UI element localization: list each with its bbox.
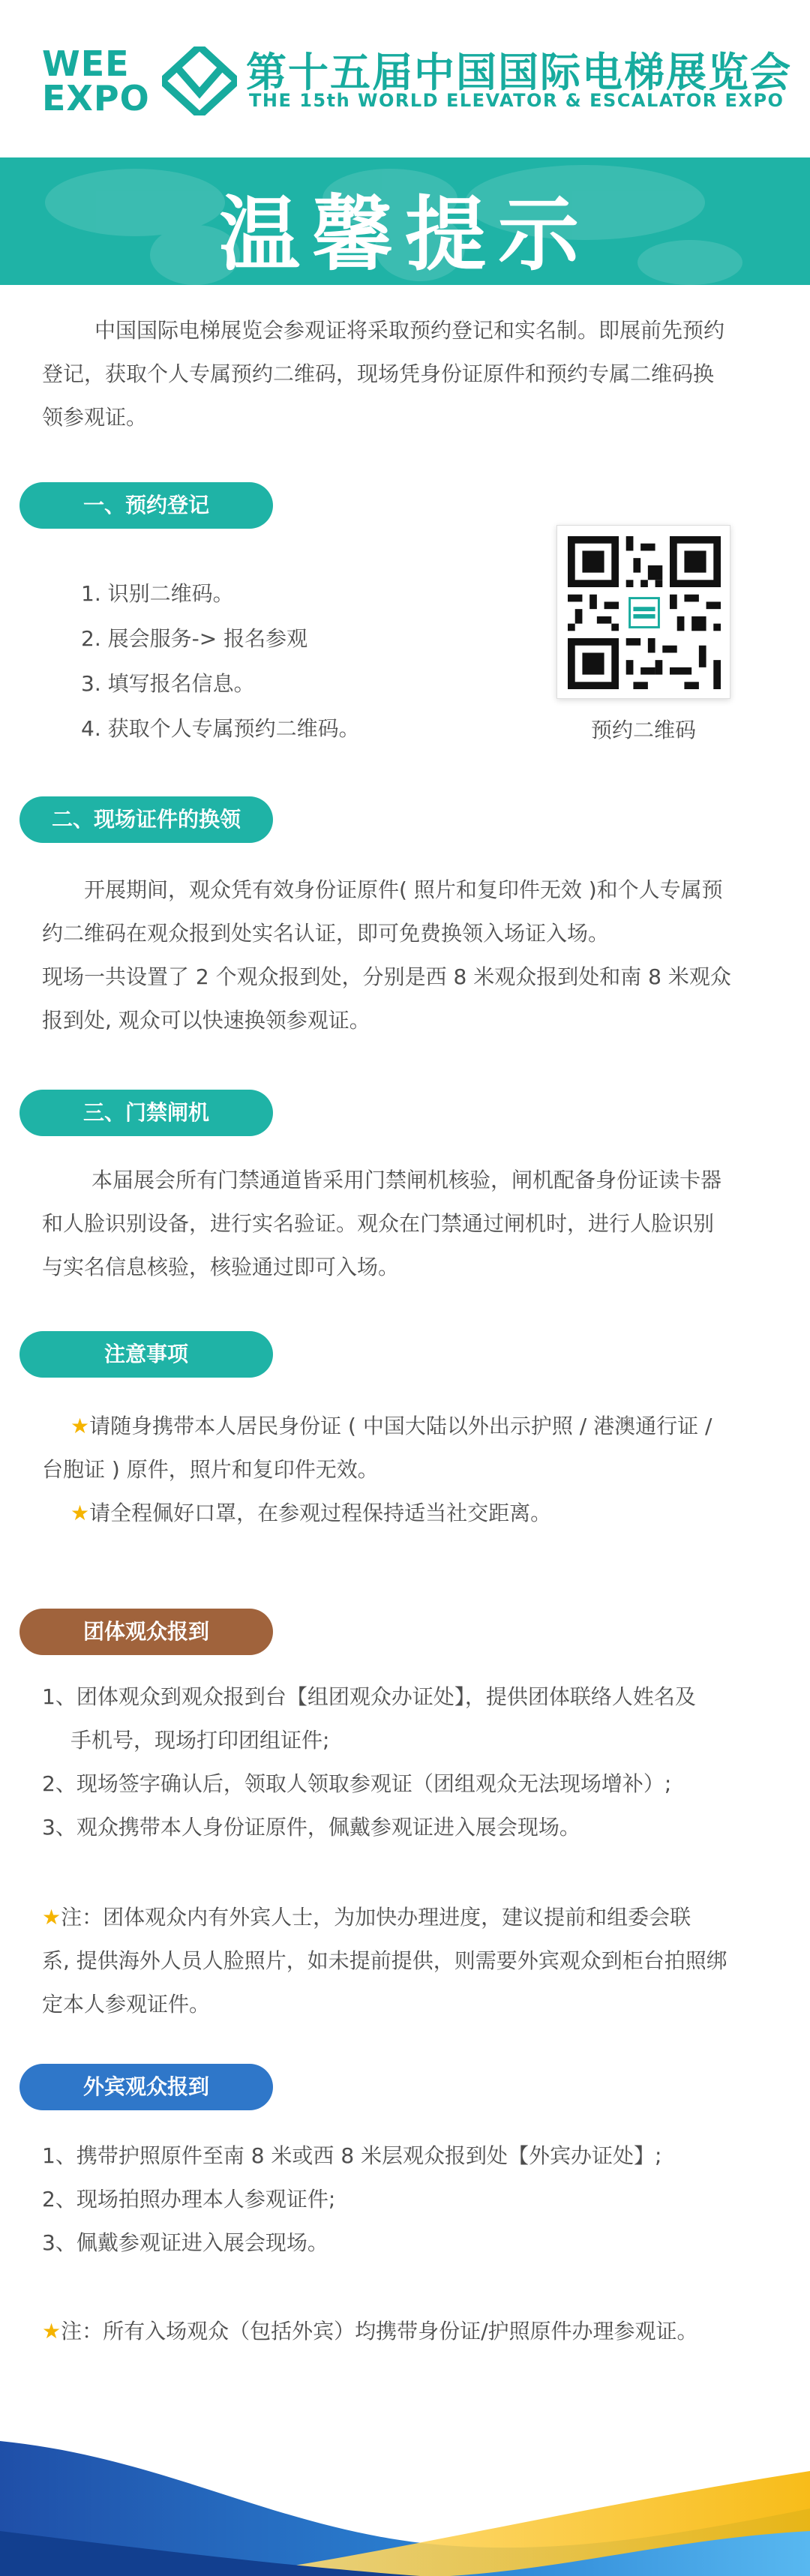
list-item: 手机号，现场打印团组证件; bbox=[70, 1728, 330, 1753]
note-text: 团体观众内有外宾人士，为加快办理进度，建议提前和组委会联 bbox=[103, 1905, 692, 1930]
paragraph-line: 与实名信息核验，核验通过即可入场。 bbox=[42, 1255, 400, 1279]
logo-chevron-icon bbox=[162, 46, 237, 115]
list-item: 3、佩戴参观证进入展会现场。 bbox=[42, 2230, 328, 2255]
paragraph-line: 现场一共设置了 2 个观众报到处，分别是西 8 米观众报到处和南 8 米观众 bbox=[42, 964, 731, 989]
section-group-visitors-title: 团体观众报到 bbox=[20, 1609, 273, 1655]
list-item: 4. 获取个人专属预约二维码。 bbox=[81, 716, 360, 741]
list-item: 2、现场拍照办理本人参观证件; bbox=[42, 2187, 336, 2212]
list-item: 1、团体观众到观众报到台【组团观众办证处】，提供团体联络人姓名及 bbox=[42, 1684, 696, 1709]
group-visitors-note bbox=[42, 1896, 784, 2026]
group-visitors-list bbox=[42, 1675, 784, 1849]
wee-expo-logo bbox=[42, 43, 150, 118]
star-icon: ★ bbox=[42, 2319, 62, 2344]
banner-title: 温馨提示 bbox=[218, 188, 591, 282]
paragraph-line: 约二维码在观众报到处实名认证，即可免费换领入场证入场。 bbox=[42, 921, 610, 946]
footer-wave-decoration bbox=[0, 2426, 810, 2576]
paragraph-line: 和人脸识别设备，进行实名验证。观众在门禁通过闸机时，进行人脸识别 bbox=[42, 1211, 715, 1236]
list-item: 3、观众携带本人身份证原件，佩戴参观证进入展会现场。 bbox=[42, 1815, 580, 1840]
registration-steps bbox=[81, 571, 360, 751]
badge-exchange-paragraph bbox=[42, 868, 784, 1042]
paragraph-line: 报到处, 观众可以快速换领参观证。 bbox=[42, 1008, 370, 1033]
expo-title: 第十五届中国国际电梯展览会 bbox=[246, 49, 792, 96]
section-gate-title: 三、门禁闸机 bbox=[20, 1090, 273, 1136]
intro-line: 领参观证。 bbox=[42, 405, 148, 430]
note-text: 请随身携带本人居民身份证 ( 中国大陆以外出示护照 / 港澳通行证 / bbox=[89, 1414, 712, 1438]
qr-code-label: 预约二维码 bbox=[590, 718, 696, 742]
list-item: 2、现场签字确认后，领取人领取参观证（团组观众无法现场增补）; bbox=[42, 1771, 672, 1796]
star-icon: ★ bbox=[70, 1414, 90, 1438]
gate-paragraph bbox=[42, 1159, 784, 1289]
list-item: 3. 填写报名信息。 bbox=[81, 671, 255, 696]
registration-qr-code[interactable] bbox=[556, 525, 730, 699]
section-badge-exchange-title: 二、现场证件的换领 bbox=[20, 796, 273, 843]
intro-line: 中国国际电梯展览会参观证将采取预约登记和实名制。即展前先预约 bbox=[94, 318, 725, 343]
paragraph-line: 开展期间，观众凭有效身份证原件( 照片和复印件无效 )和个人专属预 bbox=[84, 877, 723, 902]
note-line bbox=[42, 1405, 784, 1448]
logo-line-2: EXPO bbox=[42, 78, 150, 118]
section-notes-title: 注意事项 bbox=[20, 1331, 273, 1378]
list-item: 1. 识别二维码。 bbox=[81, 581, 234, 606]
note-text: 请全程佩好口罩，在参观过程保持适当社交距离。 bbox=[89, 1501, 552, 1525]
note-prefix: 注： bbox=[61, 2319, 104, 2344]
note-text: 所有入场观众（包括外宾）均携带身份证/护照原件办理参观证。 bbox=[103, 2319, 698, 2344]
star-icon: ★ bbox=[42, 1905, 62, 1930]
note-line bbox=[42, 2310, 784, 2353]
star-icon: ★ bbox=[70, 1501, 90, 1525]
note-prefix: 注： bbox=[61, 1905, 104, 1930]
banner bbox=[0, 157, 810, 285]
note-line: 台胞证 ) 原件，照片和复印件无效。 bbox=[42, 1457, 379, 1482]
list-item: 2. 展会服务-> 报名参观 bbox=[81, 626, 308, 651]
page-header bbox=[0, 0, 810, 157]
foreign-visitors-list bbox=[42, 2134, 784, 2265]
note-line bbox=[42, 1492, 784, 1535]
section-foreign-visitors-title: 外宾观众报到 bbox=[20, 2064, 273, 2110]
qr-code-icon bbox=[568, 536, 721, 689]
expo-subtitle: THE 15th WORLD ELEVATOR & ESCALATOR EXPO bbox=[249, 90, 784, 111]
intro-line: 登记，获取个人专属预约二维码，现场凭身份证原件和预约专属二维码换 bbox=[42, 361, 715, 386]
note-line: 定本人参观证件。 bbox=[42, 1992, 211, 2017]
intro-paragraph bbox=[42, 309, 770, 439]
list-item: 1、携带护照原件至南 8 米或西 8 米层观众报到处【外宾办证处】; bbox=[42, 2143, 662, 2168]
section-registration-title: 一、预约登记 bbox=[20, 482, 273, 529]
note-line bbox=[42, 1896, 784, 1939]
note-line: 系, 提供海外人员人脸照片，如未提前提供，则需要外宾观众到柜台拍照绑 bbox=[42, 1948, 728, 1973]
paragraph-line: 本届展会所有门禁通道皆采用门禁闸机核验，闸机配备身份证读卡器 bbox=[92, 1168, 722, 1192]
logo-line-1: WEE bbox=[42, 43, 130, 84]
notes-paragraph bbox=[42, 1405, 784, 1535]
foreign-visitors-note bbox=[42, 2310, 784, 2353]
